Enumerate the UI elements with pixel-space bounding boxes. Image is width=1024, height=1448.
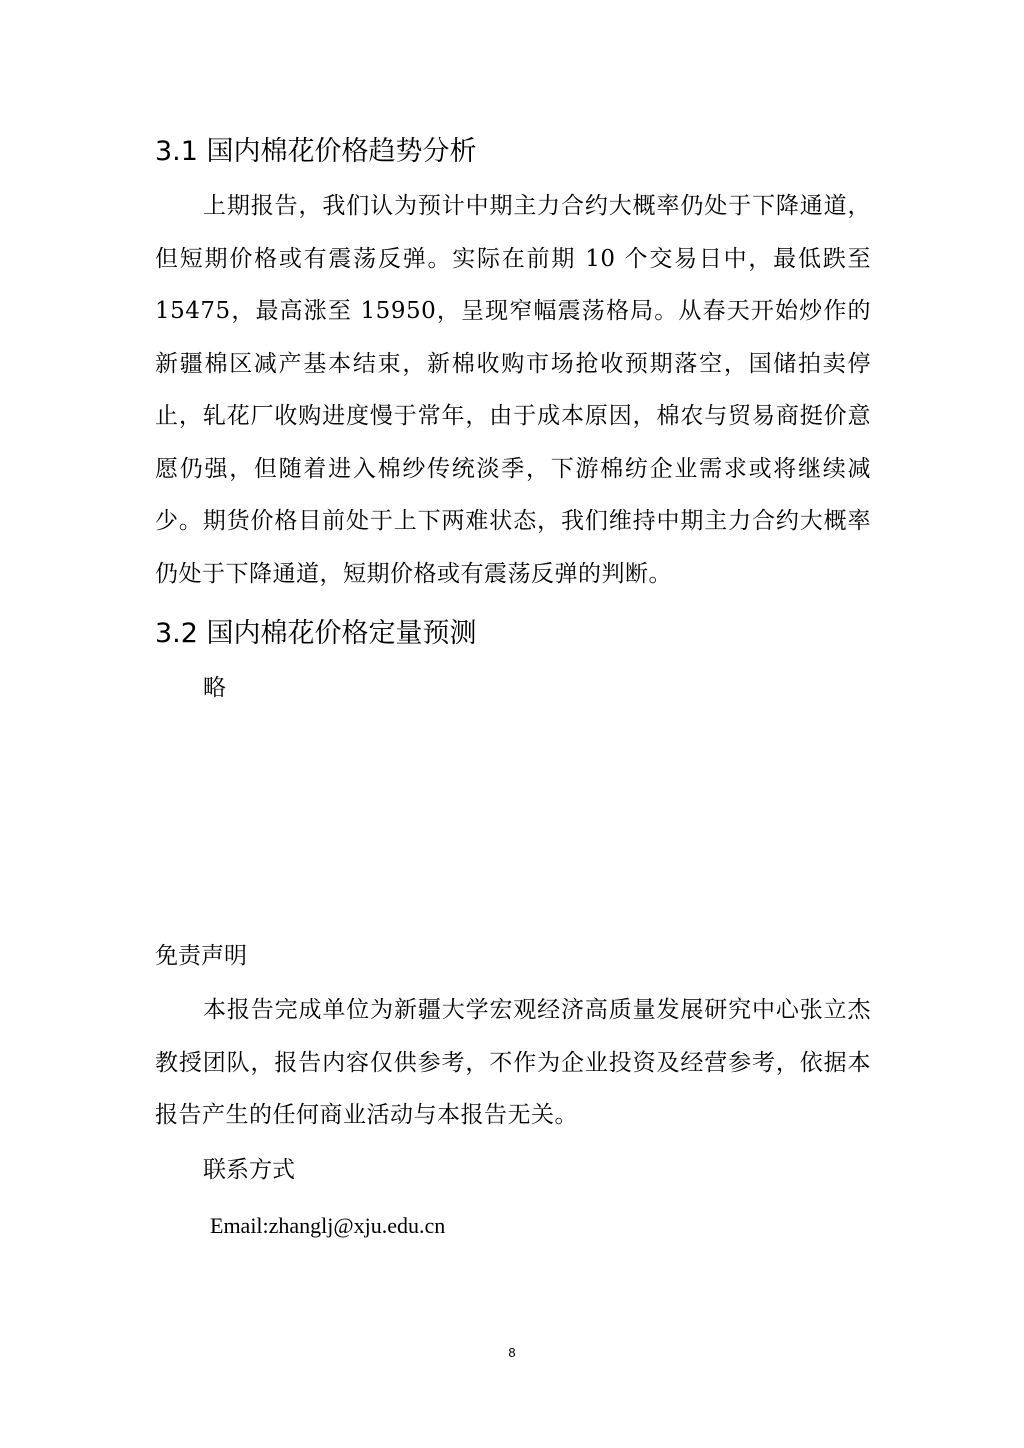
contact-label: 联系方式 xyxy=(203,1157,295,1183)
section-heading-trend-analysis: 3.1 国内棉花价格趋势分析 xyxy=(155,136,477,167)
section-heading-quantitative-forecast: 3.2 国内棉花价格定量预测 xyxy=(155,618,477,649)
quantitative-forecast-body: 略 xyxy=(203,675,226,701)
trend-analysis-paragraph: 上期报告，我们认为预计中期主力合约大概率仍处于下降通道，但短期价格或有震荡反弹。实际在前期 10 个交易日中，最低跌至 15475，最高涨至 15950，呈现窄幅震荡格局。从春天开始炒作的新疆棉区减产基本结束，新棉收购市场抢收预期落空，国储拍卖停止，轧花厂收购进度慢于常年，由于成本原因，棉农与贸易商挺价意愿仍强，但随着进入棉纱传统淡季，下游棉纺企业需求或将继续减少。期货价格目前处于上下两难状态，我们维持中期主力合约大概率仍处于下降通道，短期价格或有震荡反弹的判断。 xyxy=(155,193,871,587)
disclaimer-paragraph: 本报告完成单位为新疆大学宏观经济高质量发展研究中心张立杰教授团队，报告内容仅供参考，不作为企业投资及经营参考，依据本报告产生的任何商业活动与本报告无关。 xyxy=(155,997,871,1128)
page-number: 8 xyxy=(508,1345,516,1360)
disclaimer-title: 免责声明 xyxy=(155,943,247,969)
contact-email: Email:zhanglj@xju.edu.cn xyxy=(210,1213,446,1238)
